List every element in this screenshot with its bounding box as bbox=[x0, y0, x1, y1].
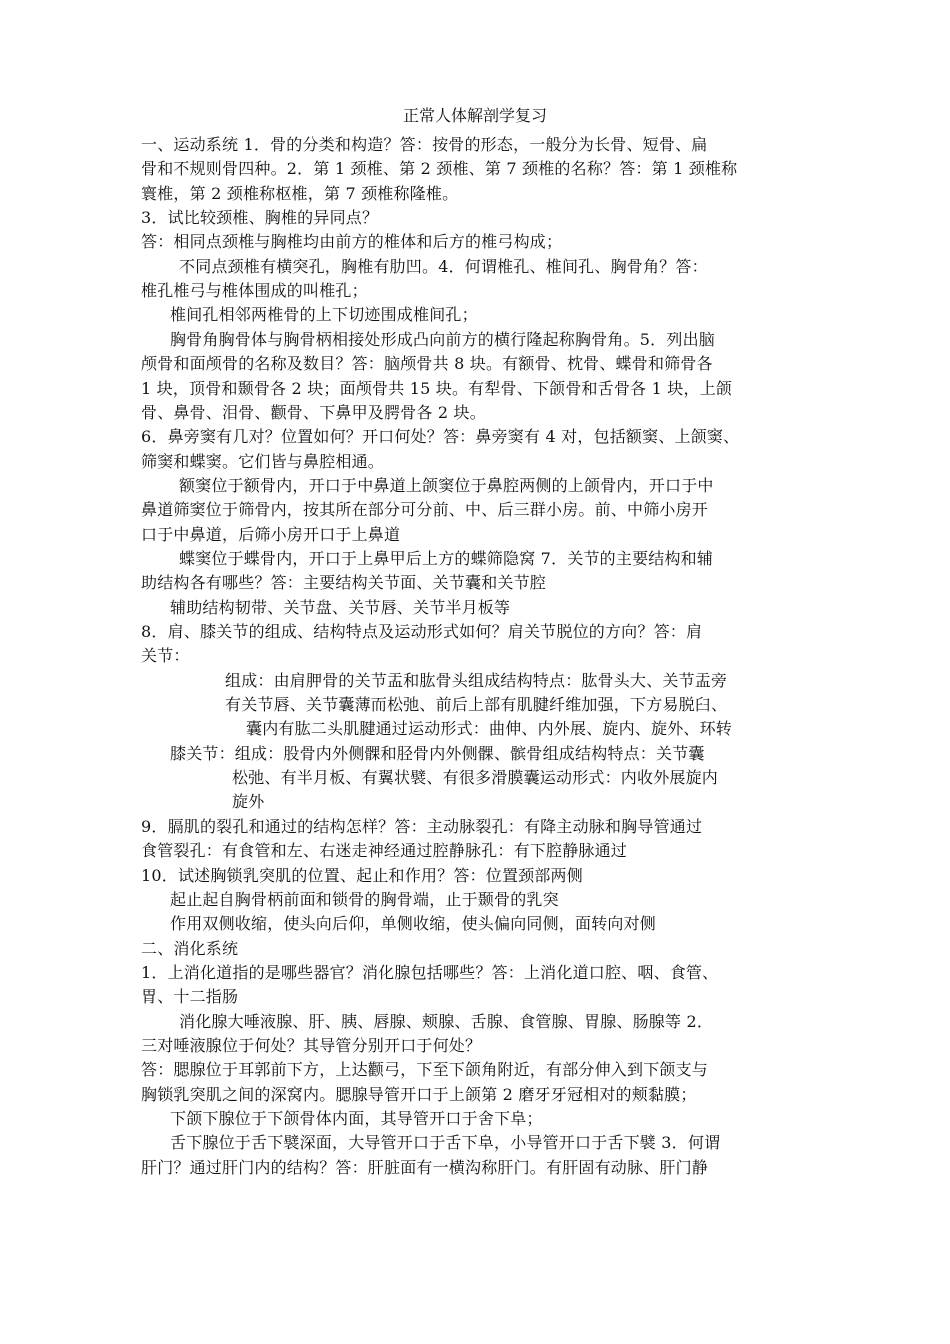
text-line: 6．鼻旁窦有几对？位置如何？开口何处？答：鼻旁窦有 4 对，包括额窦、上颌窦、 bbox=[141, 427, 740, 446]
text-line: 蝶窦位于蝶骨内，开口于上鼻甲后上方的蝶筛隐窝 7．关节的主要结构和辅 bbox=[179, 549, 714, 568]
text-line: 3．试比较颈椎、胸椎的异同点？ bbox=[141, 208, 379, 227]
text-line: 8．肩、膝关节的组成、结构特点及运动形式如何？肩关节脱位的方向？答：肩 bbox=[141, 622, 703, 641]
text-line: 二、消化系统 bbox=[141, 939, 239, 958]
text-line: 10．试述胸锁乳突肌的位置、起止和作用？答：位置颈部两侧 bbox=[141, 866, 583, 885]
text-line: 胃、十二指肠 bbox=[141, 987, 239, 1006]
text-line: 消化腺大唾液腺、肝、胰、唇腺、颊腺、舌腺、食管腺、胃腺、肠腺等 2． bbox=[179, 1012, 714, 1031]
text-line: 食管裂孔：有食管和左、右迷走神经通过腔静脉孔：有下腔静脉通过 bbox=[141, 841, 628, 860]
text-line: 不同点颈椎有横突孔，胸椎有肋凹。4．何谓椎孔、椎间孔、胸骨角？答： bbox=[179, 257, 708, 276]
text-line: 有关节唇、关节囊薄而松弛、前后上部有肌腱纤维加强，下方易脱臼、 bbox=[225, 695, 728, 714]
text-line: 作用双侧收缩，使头向后仰，单侧收缩，使头偏向同侧，面转向对侧 bbox=[170, 914, 657, 933]
text-line: 膝关节：组成：股骨内外侧髁和胫骨内外侧髁、髌骨组成结构特点：关节囊 bbox=[170, 744, 705, 763]
text-line: 骨、鼻骨、泪骨、颧骨、下鼻甲及腭骨各 2 块。 bbox=[141, 403, 486, 422]
text-line: 1 块，顶骨和颞骨各 2 块；面颅骨共 15 块。有犁骨、下颌骨和舌骨各 1 块，上颌 bbox=[141, 379, 733, 398]
document-title: 正常人体解剖学复习 bbox=[402, 106, 547, 125]
text-line: 一、运动系统 1．骨的分类和构造？答：按骨的形态，一般分为长骨、短骨、扁 bbox=[141, 135, 708, 154]
text-line: 颅骨和面颅骨的名称及数目？答：脑颅骨共 8 块。有额骨、枕骨、蝶骨和筛骨各 bbox=[141, 354, 713, 373]
text-line: 骨和不规则骨四种。2．第 1 颈椎、第 2 颈椎、第 7 颈椎的名称？答：第 1 颈椎称 bbox=[141, 159, 738, 178]
text-line: 舌下腺位于舌下襞深面，大导管开口于舌下阜，小导管开口于舌下襞 3．何谓 bbox=[170, 1133, 721, 1152]
text-line: 寰椎，第 2 颈椎称枢椎，第 7 颈椎称隆椎。 bbox=[141, 184, 459, 203]
text-line: 囊内有肱二头肌腱通过运动形式：曲伸、内外展、旋内、旋外、环转 bbox=[246, 719, 733, 738]
text-line: 口于中鼻道，后筛小房开口于上鼻道 bbox=[141, 525, 401, 544]
text-line: 筛窦和蝶窦。它们皆与鼻腔相通。 bbox=[141, 452, 385, 471]
text-line: 胸锁乳突肌之间的深窝内。腮腺导管开口于上颌第 2 磨牙牙冠相对的颊黏膜； bbox=[141, 1085, 697, 1104]
text-line: 9．膈肌的裂孔和通过的结构怎样？答：主动脉裂孔：有降主动脉和胸导管通过 bbox=[141, 817, 703, 836]
text-line: 旋外 bbox=[232, 792, 265, 811]
text-line: 松弛、有半月板、有翼状襞、有很多滑膜囊运动形式：内收外展旋内 bbox=[232, 768, 719, 787]
text-line: 答：相同点颈椎与胸椎均由前方的椎体和后方的椎弓构成； bbox=[141, 232, 563, 251]
text-line: 椎间孔相邻两椎骨的上下切迹围成椎间孔； bbox=[170, 305, 478, 324]
text-line: 1．上消化道指的是哪些器官？消化腺包括哪些？答：上消化道口腔、咽、食管、 bbox=[141, 963, 719, 982]
text-line: 三对唾液腺位于何处？其导管分别开口于何处？ bbox=[141, 1036, 482, 1055]
text-line: 下颌下腺位于下颌骨体内面，其导管开口于舍下阜； bbox=[170, 1109, 543, 1128]
text-line: 答：腮腺位于耳郭前下方，上达颧弓，下至下颌角附近，有部分伸入到下颌支与 bbox=[141, 1060, 709, 1079]
text-line: 肝门？通过肝门内的结构？答：肝脏面有一横沟称肝门。有肝固有动脉、肝门静 bbox=[141, 1158, 709, 1177]
text-line: 辅助结构韧带、关节盘、关节唇、关节半月板等 bbox=[170, 598, 511, 617]
text-line: 助结构各有哪些？答：主要结构关节面、关节囊和关节腔 bbox=[141, 573, 547, 592]
text-line: 关节： bbox=[141, 646, 190, 665]
text-line: 胸骨角胸骨体与胸骨柄相接处形成凸向前方的横行隆起称胸骨角。5．列出脑 bbox=[170, 330, 715, 349]
text-line: 起止起自胸骨柄前面和锁骨的胸骨端，止于颞骨的乳突 bbox=[170, 890, 559, 909]
text-line: 组成：由肩胛骨的关节盂和肱骨头组成结构特点：肱骨头大、关节盂旁 bbox=[225, 671, 728, 690]
text-line: 椎孔椎弓与椎体围成的叫椎孔； bbox=[141, 281, 368, 300]
text-line: 额窦位于额骨内，开口于中鼻道上颌窦位于鼻腔两侧的上颌骨内，开口于中 bbox=[179, 476, 714, 495]
text-line: 鼻道筛窦位于筛骨内，按其所在部分可分前、中、后三群小房。前、中筛小房开 bbox=[141, 500, 709, 519]
